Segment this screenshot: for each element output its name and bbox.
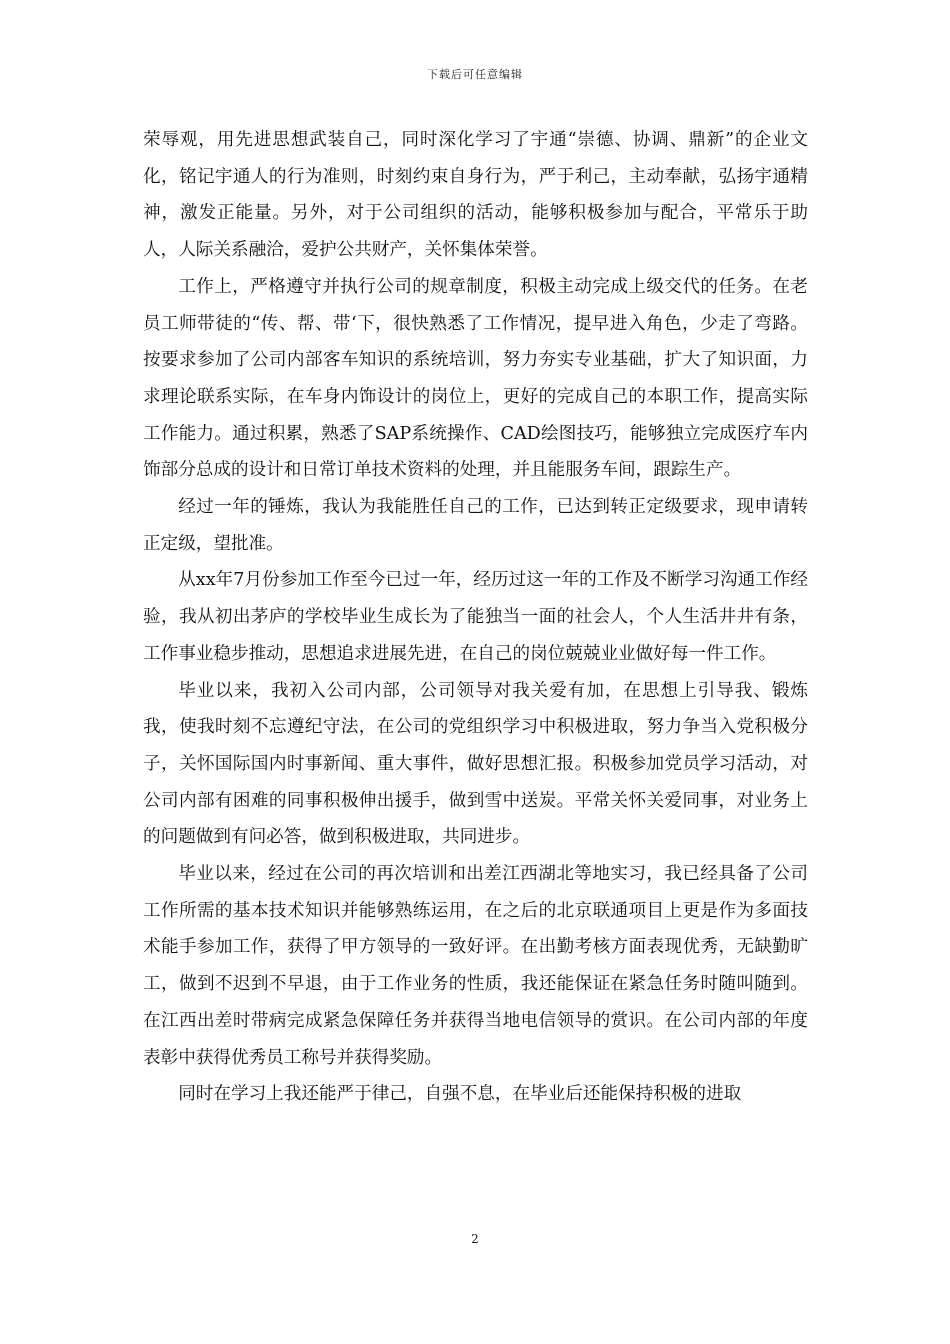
- document-body: [143, 122, 808, 1113]
- paragraph: 毕业以来，我初入公司内部，公司领导对我关爱有加，在思想上引导我、锻炼我，使我时刻不忘遵纪守法，在公司的党组织学习中积极进取，努力争当入党积极分子，关怀国际国内时事新闻、重大事件，做好思想汇报。积极参加党员学习活动，对公司内部有困难的同事积极伸出援手，做到雪中送炭。平常关怀关爱同事，对业务上的问题做到有问必答，做到积极进取，共同进步。: [143, 680, 808, 848]
- paragraph: 从xx年7月份参加工作至今已过一年，经历过这一年的工作及不断学习沟通工作经验，我从初出茅庐的学校毕业生成长为了能独当一面的社会人，个人生活井井有条，工作事业稳步推动，思想追求进展先进，在自己的岗位兢兢业业做好每一件工作。: [143, 570, 808, 664]
- paragraph: 工作上，严格遵守并执行公司的规章制度，积极主动完成上级交代的任务。在老员工师带徒的“传、帮、带‘下，很快熟悉了工作情况，提早进入角色，少走了弯路。按要求参加了公司内部客车知识的系统培训，努力夯实专业基础，扩大了知识面，力求理论联系实际，在车身内饰设计的岗位上，更好的完成自己的本职工作，提高实际工作能力。通过积累，熟悉了SAP系统操作、CAD绘图技巧，能够独立完成医疗车内饰部分总成的设计和日常订单技术资料的处理，并且能服务车间，跟踪生产。: [143, 276, 808, 481]
- paragraph: 毕业以来，经过在公司的再次培训和出差江西湖北等地实习，我已经具备了公司工作所需的基本技术知识并能够熟练运用，在之后的北京联通项目上更是作为多面技术能手参加工作，获得了甲方领导的一致好评。在出勤考核方面表现优秀，无缺勤旷工，做到不迟到不早退，由于工作业务的性质，我还能保证在紧急任务时随叫随到。在江西出差时带病完成紧急保障任务并获得当地电信领导的赏识。在公司内部的年度表彰中获得优秀员工称号并获得奖励。: [143, 864, 808, 1068]
- page-number: 2: [471, 1232, 479, 1246]
- paragraph: 经过一年的锤炼，我认为我能胜任自己的工作，已达到转正定级要求，现申请转正定级，望批准。: [143, 497, 808, 554]
- page-header: 下载后可任意编辑: [427, 68, 523, 81]
- paragraph-continuation: 荣辱观，用先进思想武装自己，同时深化学习了宇通“崇德、协调、鼎新”的企业文化，铭记宇通人的行为准则，时刻约束自身行为，严于利己，主动奉献，弘扬宇通精神，激发正能量。另外，对于公司组织的活动，能够积极参加与配合，平常乐于助人，人际关系融洽，爱护公共财产，关怀集体荣誉。: [143, 130, 808, 261]
- paragraph: 同时在学习上我还能严于律己，自强不息，在毕业后还能保持积极的进取: [178, 1084, 742, 1105]
